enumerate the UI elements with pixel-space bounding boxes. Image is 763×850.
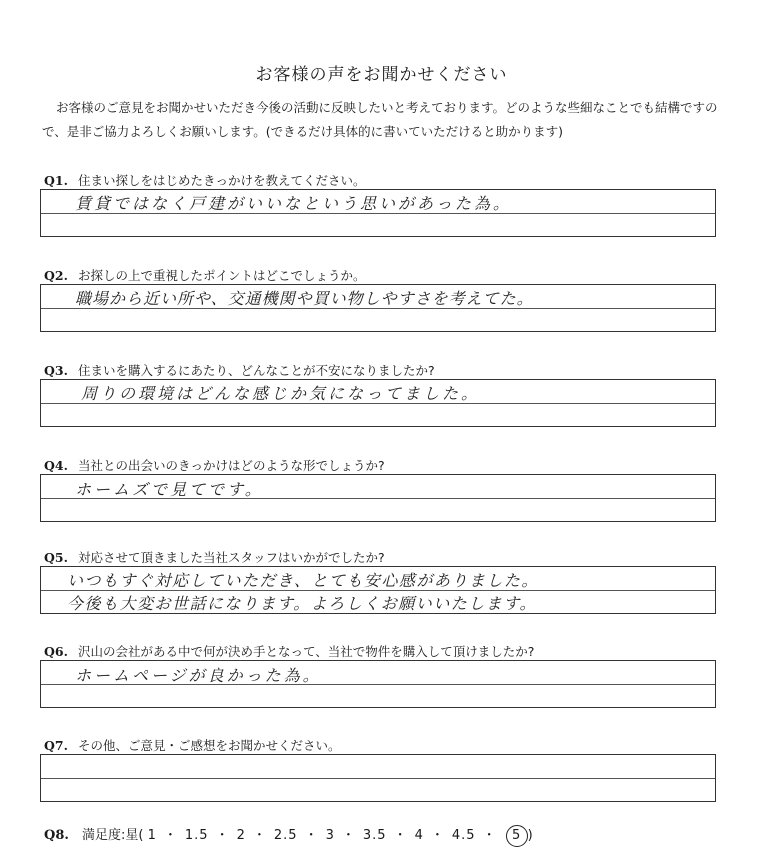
handwritten-answer: ホームページが良かった為。 bbox=[75, 666, 322, 685]
rating-separator: ・ bbox=[482, 828, 497, 843]
handwritten-answer: 今後も大変お世話になります。よろしくお願いいたします。 bbox=[67, 594, 537, 613]
rating-separator: ・ bbox=[430, 828, 445, 843]
rating-separator: ・ bbox=[304, 828, 319, 843]
answer-box-2[interactable] bbox=[40, 284, 716, 332]
rating-label: 満足度:星( bbox=[82, 828, 144, 843]
answer-box-6[interactable] bbox=[40, 660, 716, 708]
rating-separator: ・ bbox=[341, 828, 356, 843]
rating-option[interactable]: 4.5 bbox=[451, 828, 476, 843]
question-number: Q7. bbox=[44, 738, 68, 753]
question-text: 当社との出会いのきっかけはどのような形でしょうか? bbox=[78, 458, 385, 473]
handwritten-answer: 職場から近い所や、交通機関や買い物しやすさを考えてた。 bbox=[75, 289, 534, 308]
rating-option[interactable]: 4 bbox=[414, 828, 424, 843]
rating-options bbox=[148, 828, 528, 843]
handwritten-answer: いつもすぐ対応していただき、とても安心感がありました。 bbox=[67, 571, 539, 590]
answer-box-3[interactable] bbox=[40, 379, 716, 427]
question-7 bbox=[44, 736, 341, 754]
question-number: Q8. bbox=[44, 828, 69, 843]
rating-option[interactable]: 3 bbox=[325, 828, 335, 843]
rating-separator: ・ bbox=[252, 828, 267, 843]
question-5 bbox=[44, 548, 385, 566]
intro-text: お客様のご意見をお聞かせいただき今後の活動に反映したいと考えております。どのような些細なことでも結構ですので、是非ご協力よろしくお願いします。(できるだけ具体的に書いていただけると助かります) bbox=[42, 100, 718, 139]
answer-box-5[interactable] bbox=[40, 566, 716, 614]
question-1 bbox=[44, 171, 366, 189]
question-text: お探しの上で重視したポイントはどこでしょうか。 bbox=[78, 268, 366, 283]
question-3 bbox=[44, 361, 435, 379]
rating-separator: ・ bbox=[215, 828, 230, 843]
handwritten-answer: ホームズで見てです。 bbox=[75, 480, 264, 499]
question-text: 沢山の会社がある中で何が決め手となって、当社で物件を購入して頂けましたか? bbox=[78, 644, 535, 659]
rating-option[interactable]: 2 bbox=[236, 828, 246, 843]
rating-option[interactable]: 1.5 bbox=[184, 828, 209, 843]
question-text: 住まい探しをはじめたきっかけを教えてください。 bbox=[78, 173, 366, 188]
divider bbox=[41, 778, 715, 779]
rating-separator: ・ bbox=[163, 828, 178, 843]
question-text: 対応させて頂きました当社スタッフはいかがでしたか? bbox=[78, 550, 385, 565]
satisfaction-rating bbox=[44, 824, 533, 847]
rating-option[interactable]: 2.5 bbox=[273, 828, 298, 843]
question-number: Q6. bbox=[44, 644, 68, 659]
question-6 bbox=[44, 642, 534, 660]
rating-separator: ・ bbox=[393, 828, 408, 843]
answer-box-7[interactable] bbox=[40, 754, 716, 802]
question-4 bbox=[44, 456, 385, 474]
question-number: Q4. bbox=[44, 458, 68, 473]
rating-option-selected[interactable]: 5 bbox=[506, 825, 528, 847]
question-number: Q5. bbox=[44, 550, 68, 565]
question-number: Q1. bbox=[44, 173, 68, 188]
question-text: その他、ご意見・ご感想をお聞かせください。 bbox=[78, 738, 341, 753]
rating-option[interactable]: 1 bbox=[147, 828, 157, 843]
page-title: お客様の声をお聞かせください bbox=[255, 65, 508, 85]
handwritten-answer: 周りの環境はどんな感じか気になってました。 bbox=[81, 384, 481, 403]
question-number: Q2. bbox=[44, 268, 68, 283]
rating-close: ) bbox=[527, 828, 533, 843]
question-number: Q3. bbox=[44, 363, 68, 378]
rating-option[interactable]: 3.5 bbox=[362, 828, 387, 843]
handwritten-answer: 賃貸ではなく戸建がいいなという思いがあった為。 bbox=[75, 194, 512, 213]
question-text: 住まいを購入するにあたり、どんなことが不安になりましたか? bbox=[78, 363, 435, 378]
answer-box-1[interactable] bbox=[40, 189, 716, 237]
question-2 bbox=[44, 266, 366, 284]
answer-box-4[interactable] bbox=[40, 474, 716, 522]
